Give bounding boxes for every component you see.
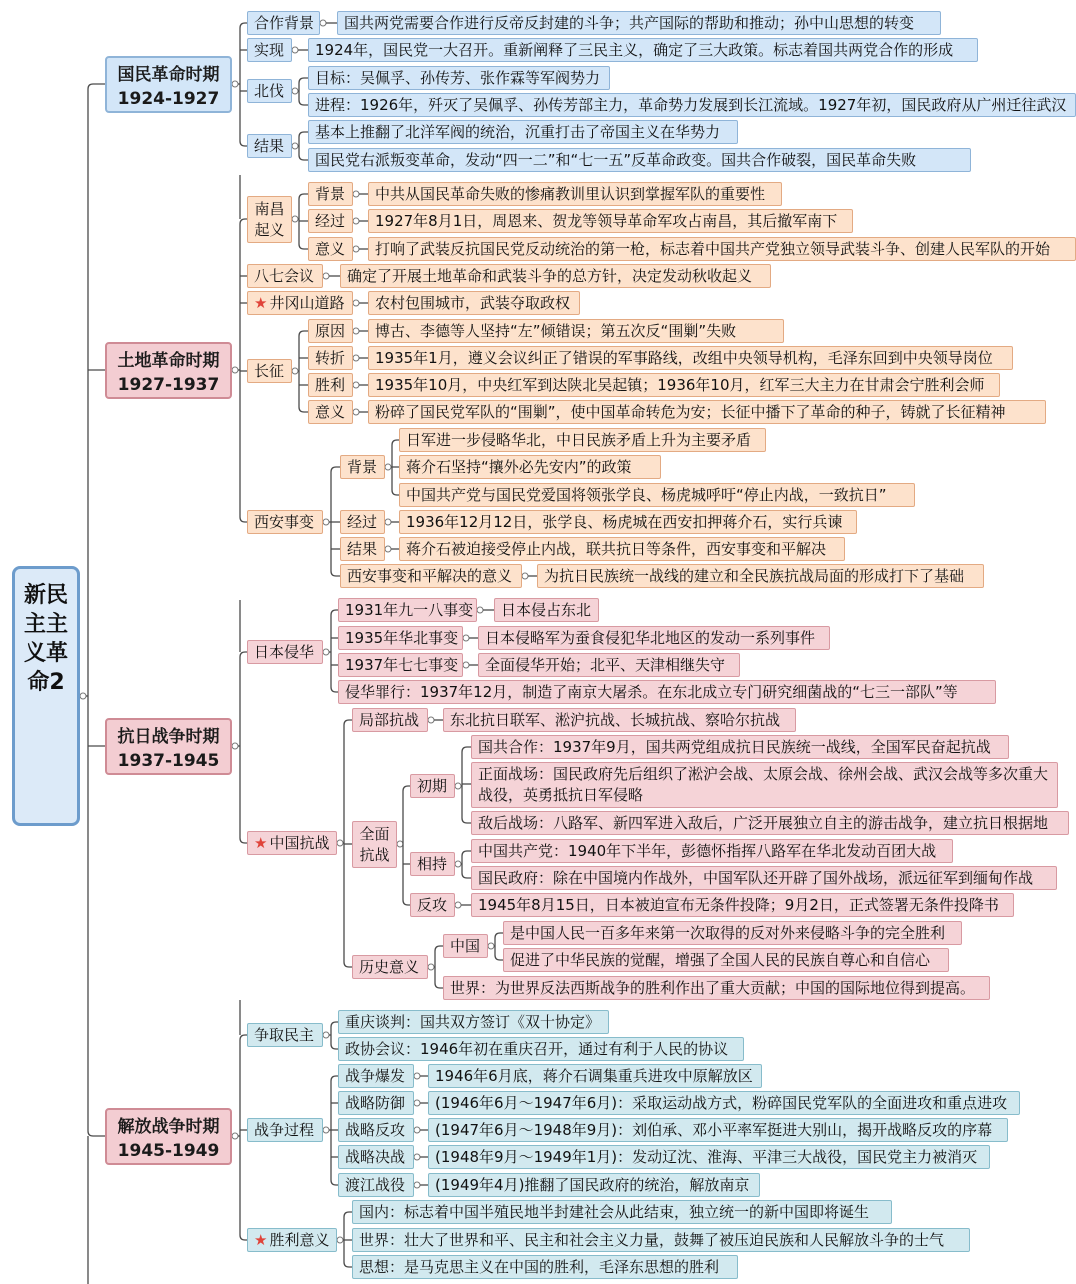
topic-stalemate[interactable]: 相持	[410, 852, 455, 876]
detail-invasion-crimes[interactable]: 侵华罪行：1937年12月，制造了南京大屠杀。在东北成立专门研究细菌战的“七三一部队”等	[338, 680, 996, 704]
connector-dot	[323, 519, 329, 525]
detail-realization[interactable]: 1924年，国民党一大召开。重新阐释了三民主义，确定了三大政策。标志着国共两党合作的形成	[308, 38, 978, 62]
connector-line	[462, 851, 471, 856]
detail-war-outbreak[interactable]: 1946年6月底，蒋介石调集重兵进攻中原解放区	[428, 1064, 762, 1088]
topic-long-march-turning[interactable]: 转折	[308, 346, 353, 370]
detail-july-7-incident[interactable]: 全面侵华开始；北平、天津相继失守	[478, 653, 740, 677]
detail-result-2[interactable]: 国民党右派叛变革命，发动“四一二”和“七一五”反革命政变。国共合作破裂，国民革命失败	[308, 148, 971, 172]
connector-line	[344, 720, 352, 725]
era-years: 1945-1949	[117, 1141, 220, 1161]
topic-cooperation-background[interactable]: 合作背景	[247, 11, 320, 35]
detail-xian-background-2[interactable]: 蒋介石坚持“攘外必先安内”的政策	[399, 455, 661, 479]
topic-north-china-incident[interactable]: 1935年华北事变	[338, 626, 463, 650]
detail-significance-china-1[interactable]: 是中国人民一百多年来第一次取得的反对外来侵略斗争的完全胜利	[503, 921, 962, 945]
connector-line	[331, 610, 338, 615]
detail-long-march-victory[interactable]: 1935年10月，中央红军到达陕北吴起镇；1936年10月，红军三大主力在甘肃会宁胜利会师	[368, 373, 1000, 397]
topic-strategic-counterattack[interactable]: 战略反攻	[338, 1118, 414, 1142]
topic-japanese-invasion[interactable]: 日本侵华	[247, 640, 323, 664]
detail-nanchang-background[interactable]: 中共从国民革命失败的惨痛教训里认识到掌握军队的重要性	[368, 182, 782, 206]
connector-dot	[428, 964, 434, 970]
topic-nanchang-uprising[interactable]: 南昌起义	[247, 196, 292, 243]
topic-counteroffensive[interactable]: 反攻	[410, 893, 455, 917]
detail-early-stage-2[interactable]: 正面战场：国民政府先后组织了淞沪会战、太原会战、徐州会战、武汉会战等多次重大战役，英勇抵抗日军侵略	[471, 762, 1058, 808]
connector-dot	[323, 1127, 329, 1133]
connector-line	[88, 84, 105, 89]
detail-stalemate-1[interactable]: 中国共产党：1940年下半年，彭德怀指挥八路军在华北发动百团大战	[471, 839, 953, 863]
connector-line	[299, 407, 308, 412]
connector-line	[331, 1044, 338, 1049]
connector-dot	[353, 328, 359, 334]
connector-line	[344, 1212, 352, 1217]
topic-sept-18-incident[interactable]: 1931年九一八事变	[338, 598, 477, 622]
connector-dot	[320, 20, 326, 26]
topic-strategic-defense[interactable]: 战略防御	[338, 1091, 414, 1115]
connector-line	[240, 219, 247, 224]
detail-xian-background-3[interactable]: 中国共产党与国民党爱国将领张学良、杨虎城呼吁“停止内战，一致抗日”	[399, 483, 915, 507]
detail-chongqing-negotiation[interactable]: 重庆谈判：国共双方签订《双十协定》	[338, 1010, 609, 1034]
detail-victory-domestic[interactable]: 国内：标志着中国半殖民地半封建社会从此结束，独立统一的新中国即将诞生	[352, 1200, 892, 1224]
detail-early-stage-3[interactable]: 敌后战场：八路军、新四军进入敌后，广泛开展独立自主的游击战争，建立抗日根据地	[471, 811, 1069, 835]
era-name: 抗日战争时期	[117, 727, 220, 747]
connector-dot	[414, 1100, 420, 1106]
connector-dot	[463, 635, 469, 641]
connector-dot	[232, 81, 238, 87]
connector-line	[495, 933, 503, 938]
connector-line	[331, 1076, 338, 1081]
topic-nanchang-significance[interactable]: 意义	[308, 237, 353, 261]
connector-line	[392, 440, 399, 445]
detail-xian-background-1[interactable]: 日军进一步侵略华北，中日民族矛盾上升为主要矛盾	[399, 428, 766, 452]
era-name: 国民革命时期	[117, 65, 220, 85]
connector-line	[299, 78, 308, 83]
era-name: 解放战争时期	[117, 1117, 220, 1137]
detail-expedition-process[interactable]: 进程：1926年，歼灭了吴佩孚、孙传芳部主力，革命势力发展到长江流域。1927年初，国民政府从广州迁往武汉	[308, 93, 1076, 117]
topic-realization[interactable]: 实现	[247, 38, 292, 62]
connector-line	[240, 517, 247, 522]
connector-dot	[455, 783, 461, 789]
connector-dot	[353, 246, 359, 252]
star-icon: ★	[254, 294, 268, 312]
topic-long-march-significance[interactable]: 意义	[308, 400, 353, 424]
connector-line	[344, 1262, 352, 1267]
topic-august-seventh-meeting[interactable]: 八七会议	[247, 264, 323, 288]
topic-long-march[interactable]: 长征	[247, 359, 292, 383]
topic-long-march-cause[interactable]: 原因	[308, 319, 353, 343]
detail-river-crossing[interactable]: (1949年4月)推翻了国民政府的统治，解放南京	[428, 1173, 760, 1197]
connector-dot	[455, 861, 461, 867]
detail-local-resistance[interactable]: 东北抗日联军、淞沪抗战、长城抗战、察哈尔抗战	[443, 708, 796, 732]
topic-strategic-decisive[interactable]: 战略决战	[338, 1145, 414, 1169]
connector-line	[240, 838, 247, 843]
topic-nanchang-process[interactable]: 经过	[308, 209, 353, 233]
detail-xian-peaceful-significance[interactable]: 为抗日民族统一战线的建立和全民族抗战局面的形成打下了基础	[537, 564, 984, 588]
connector-dot	[522, 573, 528, 579]
connector-line	[240, 23, 247, 28]
era-liberation-war[interactable]	[105, 1108, 232, 1165]
topic-significance-china[interactable]: 中国	[443, 934, 488, 958]
era-years: 1927-1937	[117, 375, 220, 395]
connector-dot	[292, 47, 298, 53]
era-land-revolution[interactable]	[105, 342, 232, 399]
topic-xian-process[interactable]: 经过	[340, 510, 385, 534]
connector-line	[240, 1235, 247, 1240]
connector-line	[392, 490, 399, 495]
connector-line	[240, 652, 247, 657]
connector-line	[299, 155, 308, 160]
topic-xian-incident[interactable]: 西安事变	[247, 510, 323, 534]
detail-expedition-target[interactable]: 目标：吴佩孚、孙传芳、张作霖等军阀势力	[308, 66, 610, 90]
topic-xian-result[interactable]: 结果	[340, 537, 385, 561]
topic-label: 胜利意义	[269, 1231, 330, 1249]
detail-victory-ideology[interactable]: 思想：是马克思主义在中国的胜利，毛泽东思想的胜利	[352, 1255, 738, 1279]
connector-dot	[455, 902, 461, 908]
connector-dot	[323, 1032, 329, 1038]
connector-dot	[414, 1073, 420, 1079]
topic-war-outbreak[interactable]: 战争爆发	[338, 1064, 414, 1088]
detail-xian-process[interactable]: 1936年12月12日，张学良、杨虎城在西安扣押蒋介石，实行兵谏	[399, 510, 857, 534]
topic-early-stage[interactable]: 初期	[410, 774, 455, 798]
connector-dot	[385, 464, 391, 470]
connector-line	[331, 687, 338, 692]
connector-line	[331, 1022, 338, 1027]
topic-full-scale-resistance[interactable]: 全面抗战	[352, 821, 397, 868]
detail-counteroffensive[interactable]: 1945年8月15日，日本被迫宣布无条件投降；9月2日，正式签署无条件投降书	[471, 893, 1014, 917]
detail-long-march-turning[interactable]: 1935年1月，遵义会议纠正了错误的军事路线，改组中央领导机构，毛泽东回到中央领导岗位	[368, 346, 1013, 370]
detail-long-march-significance[interactable]: 粉碎了国民党军队的“围剿”，使中国革命转危为安；长征中播下了革命的种子，铸就了长征精神	[368, 400, 1046, 424]
connector-line	[495, 955, 503, 960]
topic-nanchang-background[interactable]: 背景	[308, 182, 353, 206]
connector-dot	[292, 368, 298, 374]
connector-line	[344, 962, 352, 967]
topic-historical-significance[interactable]: 历史意义	[352, 955, 428, 979]
connector-dot	[337, 1237, 343, 1243]
connector-dot	[428, 717, 434, 723]
topic-river-crossing[interactable]: 渡江战役	[338, 1173, 414, 1197]
connector-dot	[80, 693, 86, 699]
detail-north-china-incident[interactable]: 日本侵略军为蚕食侵犯华北地区的发动一系列事件	[478, 626, 830, 650]
connector-dot	[353, 355, 359, 361]
connector-line	[462, 873, 471, 878]
topic-chinese-resistance[interactable]	[247, 831, 337, 855]
connector-dot	[292, 143, 298, 149]
connector-line	[299, 100, 308, 105]
topic-long-march-victory[interactable]: 胜利	[308, 373, 353, 397]
connector-dot	[232, 1133, 238, 1139]
detail-victory-world[interactable]: 世界：壮大了世界和平、民主和社会主义力量，鼓舞了被压迫民族和人民解放斗争的士气	[352, 1228, 970, 1252]
detail-pcc-conference[interactable]: 政协会议：1946年初在重庆召开，通过有利于人民的协议	[338, 1037, 744, 1061]
connector-line	[403, 900, 410, 905]
connector-line	[240, 141, 247, 146]
detail-stalemate-2[interactable]: 国民政府：除在中国境内作战外，中国军队还开辟了国外战场，派远征军到缅甸作战	[471, 866, 1057, 890]
topic-victory-significance[interactable]	[247, 1228, 337, 1252]
connector-dot	[385, 546, 391, 552]
connector-line	[299, 331, 308, 336]
connector-line	[462, 747, 471, 752]
connector-dot	[397, 841, 403, 847]
connector-dot	[232, 367, 238, 373]
connector-dot	[353, 218, 359, 224]
connector-line	[299, 132, 308, 137]
connector-line	[403, 786, 410, 791]
connector-dot	[488, 943, 494, 949]
connector-dot	[477, 607, 483, 613]
detail-cooperation-background[interactable]: 国共两党需要合作进行反帝反封建的斗争；共产国际的帮助和推动；孙中山思想的转变	[337, 11, 941, 35]
detail-nanchang-process[interactable]: 1927年8月1日，周恩来、贺龙等领导革命军攻占南昌，其后撤军南下	[368, 209, 853, 233]
connector-line	[435, 983, 443, 988]
era-years: 1937-1945	[117, 751, 220, 771]
connector-dot	[292, 88, 298, 94]
connector-line	[331, 571, 340, 576]
topic-label: 中国抗战	[269, 834, 330, 852]
topic-xian-background[interactable]: 背景	[340, 455, 385, 479]
star-icon: ★	[254, 834, 268, 852]
connector-line	[299, 194, 308, 199]
topic-july-7-incident[interactable]: 1937年七七事变	[338, 653, 463, 677]
era-national-revolution[interactable]	[105, 56, 232, 113]
topic-label: 井冈山道路	[269, 294, 345, 312]
detail-significance-china-2[interactable]: 促进了中华民族的觉醒，增强了全国人民的民族自尊心和自信心	[503, 948, 949, 972]
detail-significance-world[interactable]: 世界：为世界反法西斯战争的胜利作出了重大贡献；中国的国际地位得到提高。	[443, 976, 990, 1000]
detail-strategic-decisive[interactable]: (1948年9月～1949年1月)：发动辽沈、淮海、平津三大战役，国民党主力被消灭	[428, 1145, 990, 1169]
connector-line	[88, 1131, 105, 1136]
connector-line	[435, 946, 443, 951]
detail-jinggangshan-road[interactable]: 农村包围城市，武装夺取政权	[368, 291, 580, 315]
topic-strive-for-democracy[interactable]: 争取民主	[247, 1023, 323, 1047]
connector-dot	[414, 1127, 420, 1133]
detail-early-stage-1[interactable]: 国共合作：1937年9月，国共两党组成抗日民族统一战线，全国军民奋起抗战	[471, 735, 1009, 759]
era-anti-japanese-war[interactable]	[105, 718, 232, 775]
connector-dot	[292, 216, 298, 222]
connector-line	[331, 467, 340, 472]
topic-result[interactable]: 结果	[247, 134, 292, 158]
detail-august-seventh-meeting[interactable]: 确定了开展土地革命和武装斗争的总方针，决定发动秋收起义	[340, 264, 771, 288]
detail-strategic-defense[interactable]: (1946年6月～1947年6月)：采取运动战方式，粉碎国民党军队的全面进攻和重点进攻	[428, 1091, 1020, 1115]
root-topic[interactable]: 新民主主义革命2	[12, 566, 80, 826]
connector-dot	[463, 662, 469, 668]
connector-dot	[385, 519, 391, 525]
connector-dot	[353, 191, 359, 197]
detail-long-march-cause[interactable]: 博古、李德等人坚持“左”倾错误；第五次反“围剿”失败	[368, 319, 784, 343]
connector-line	[331, 1180, 338, 1185]
connector-dot	[323, 273, 329, 279]
topic-northern-expedition[interactable]: 北伐	[247, 79, 292, 103]
era-years: 1924-1927	[117, 89, 220, 109]
detail-strategic-counterattack[interactable]: (1947年6月～1948年9月)：刘伯承、邓小平率军挺进大别山，揭开战略反攻的序幕	[428, 1118, 1008, 1142]
era-name: 土地革命时期	[117, 351, 220, 371]
star-icon: ★	[254, 1231, 268, 1249]
detail-result-1[interactable]: 基本上推翻了北洋军阀的统治，沉重打击了帝国主义在华势力	[308, 120, 738, 144]
connector-dot	[414, 1154, 420, 1160]
topic-war-process[interactable]: 战争过程	[247, 1118, 323, 1142]
detail-nanchang-significance[interactable]: 打响了武装反抗国民党反动统治的第一枪，标志着中国共产党独立领导武装斗争、创建人民军队的开始	[368, 237, 1076, 261]
connector-dot	[232, 743, 238, 749]
connector-dot	[353, 409, 359, 415]
connector-dot	[323, 649, 329, 655]
connector-line	[240, 1035, 247, 1040]
detail-xian-result[interactable]: 蒋介石被迫接受停止内战，联共抗日等条件，西安事变和平解决	[399, 537, 845, 561]
connector-line	[462, 818, 471, 823]
connector-dot	[337, 840, 343, 846]
connector-line	[299, 244, 308, 249]
connector-dot	[353, 300, 359, 306]
topic-xian-peaceful-significance[interactable]: 西安事变和平解决的意义	[340, 564, 522, 588]
connector-dot	[353, 382, 359, 388]
detail-sept-18-incident[interactable]: 日本侵占东北	[494, 598, 599, 622]
connector-dot	[414, 1182, 420, 1188]
topic-jinggangshan-road[interactable]	[247, 291, 353, 315]
topic-local-resistance[interactable]: 局部抗战	[352, 708, 428, 732]
